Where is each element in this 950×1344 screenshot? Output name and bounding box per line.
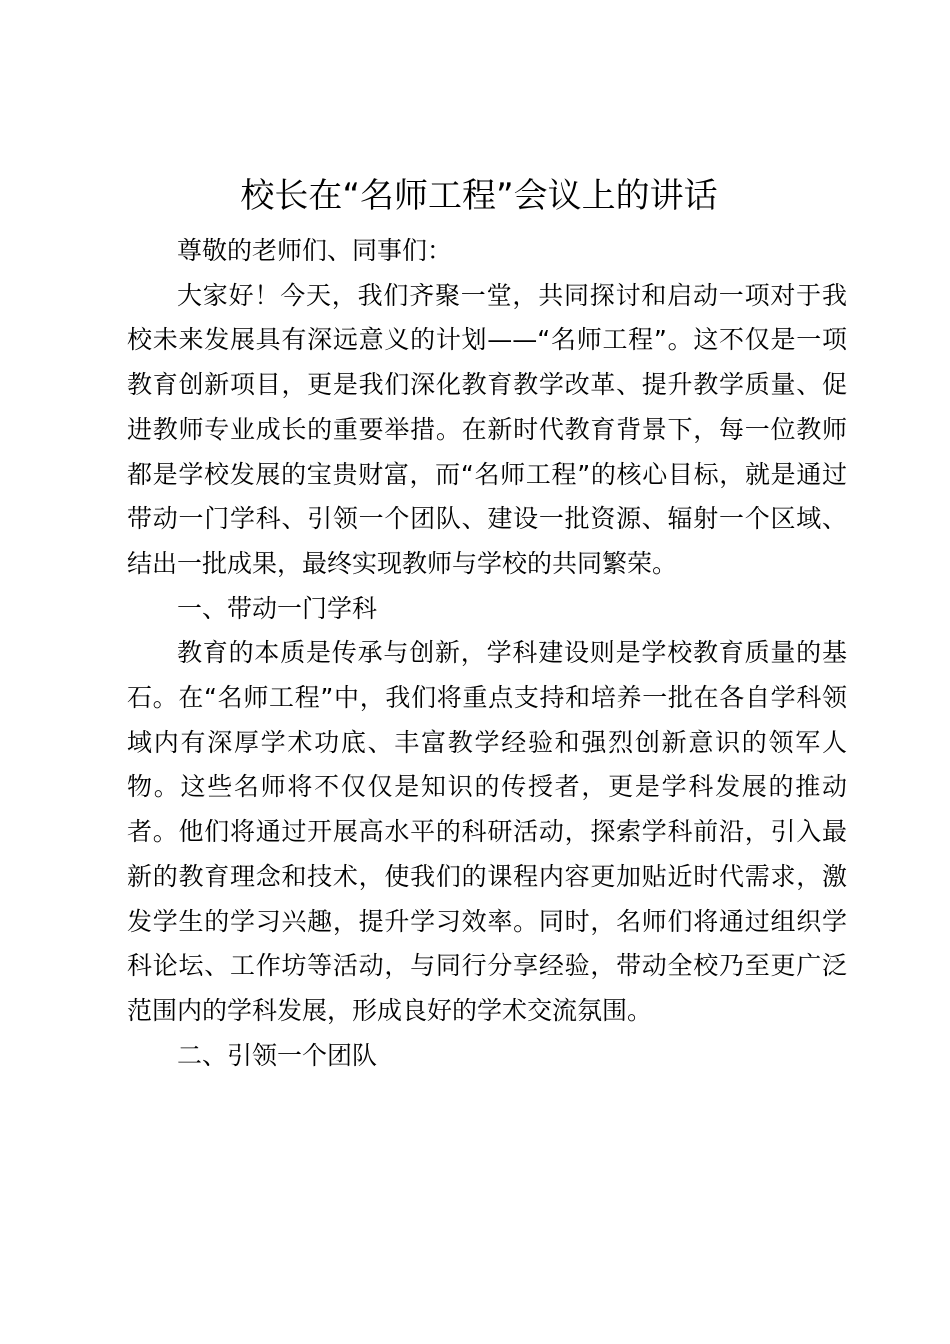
section-heading-1: 一、带动一门学科	[177, 593, 378, 623]
document-title: 校长在“名师工程”会议上的讲话	[240, 176, 718, 216]
section-1-paragraph: 教育的本质是传承与创新，学科建设则是学校教育质量的基石。在“名师工程”中，我们将重点支持和培养一批在各自学科领域内有深厚学术功底、丰富教学经验和强烈创新意识的领军人物。这些名师将不仅仅是知识的传授者，更是学科发展的推动者。他们将通过开展高水平的科研活动，探索学科前沿，引入最新的教育理念和技术，使我们的课程内容更加贴近时代需求，激发学生的学习兴趣，提升学习效率。同时，名师们将通过组织学科论坛、工作坊等活动，与同行分享经验，带动全校乃至更广泛范围内的学科发展，形成良好的学术交流氛围。	[127, 638, 847, 1025]
section-heading-2: 二、引领一个团队	[177, 1040, 378, 1070]
document-body	[127, 229, 847, 1078]
greeting-paragraph: 尊敬的老师们、同事们：	[177, 236, 453, 265]
intro-paragraph: 大家好！今天，我们齐聚一堂，共同探讨和启动一项对于我校未来发展具有深远意义的计划——“名师工程”。这不仅是一项教育创新项目，更是我们深化教育教学改革、提升教学质量、促进教师专业成长的重要举措。在新时代教育背景下，每一位教师都是学校发展的宝贵财富，而“名师工程”的核心目标，就是通过带动一门学科、引领一个团队、建设一批资源、辐射一个区域、结出一批成果，最终实现教师与学校的共同繁荣。	[127, 280, 847, 578]
